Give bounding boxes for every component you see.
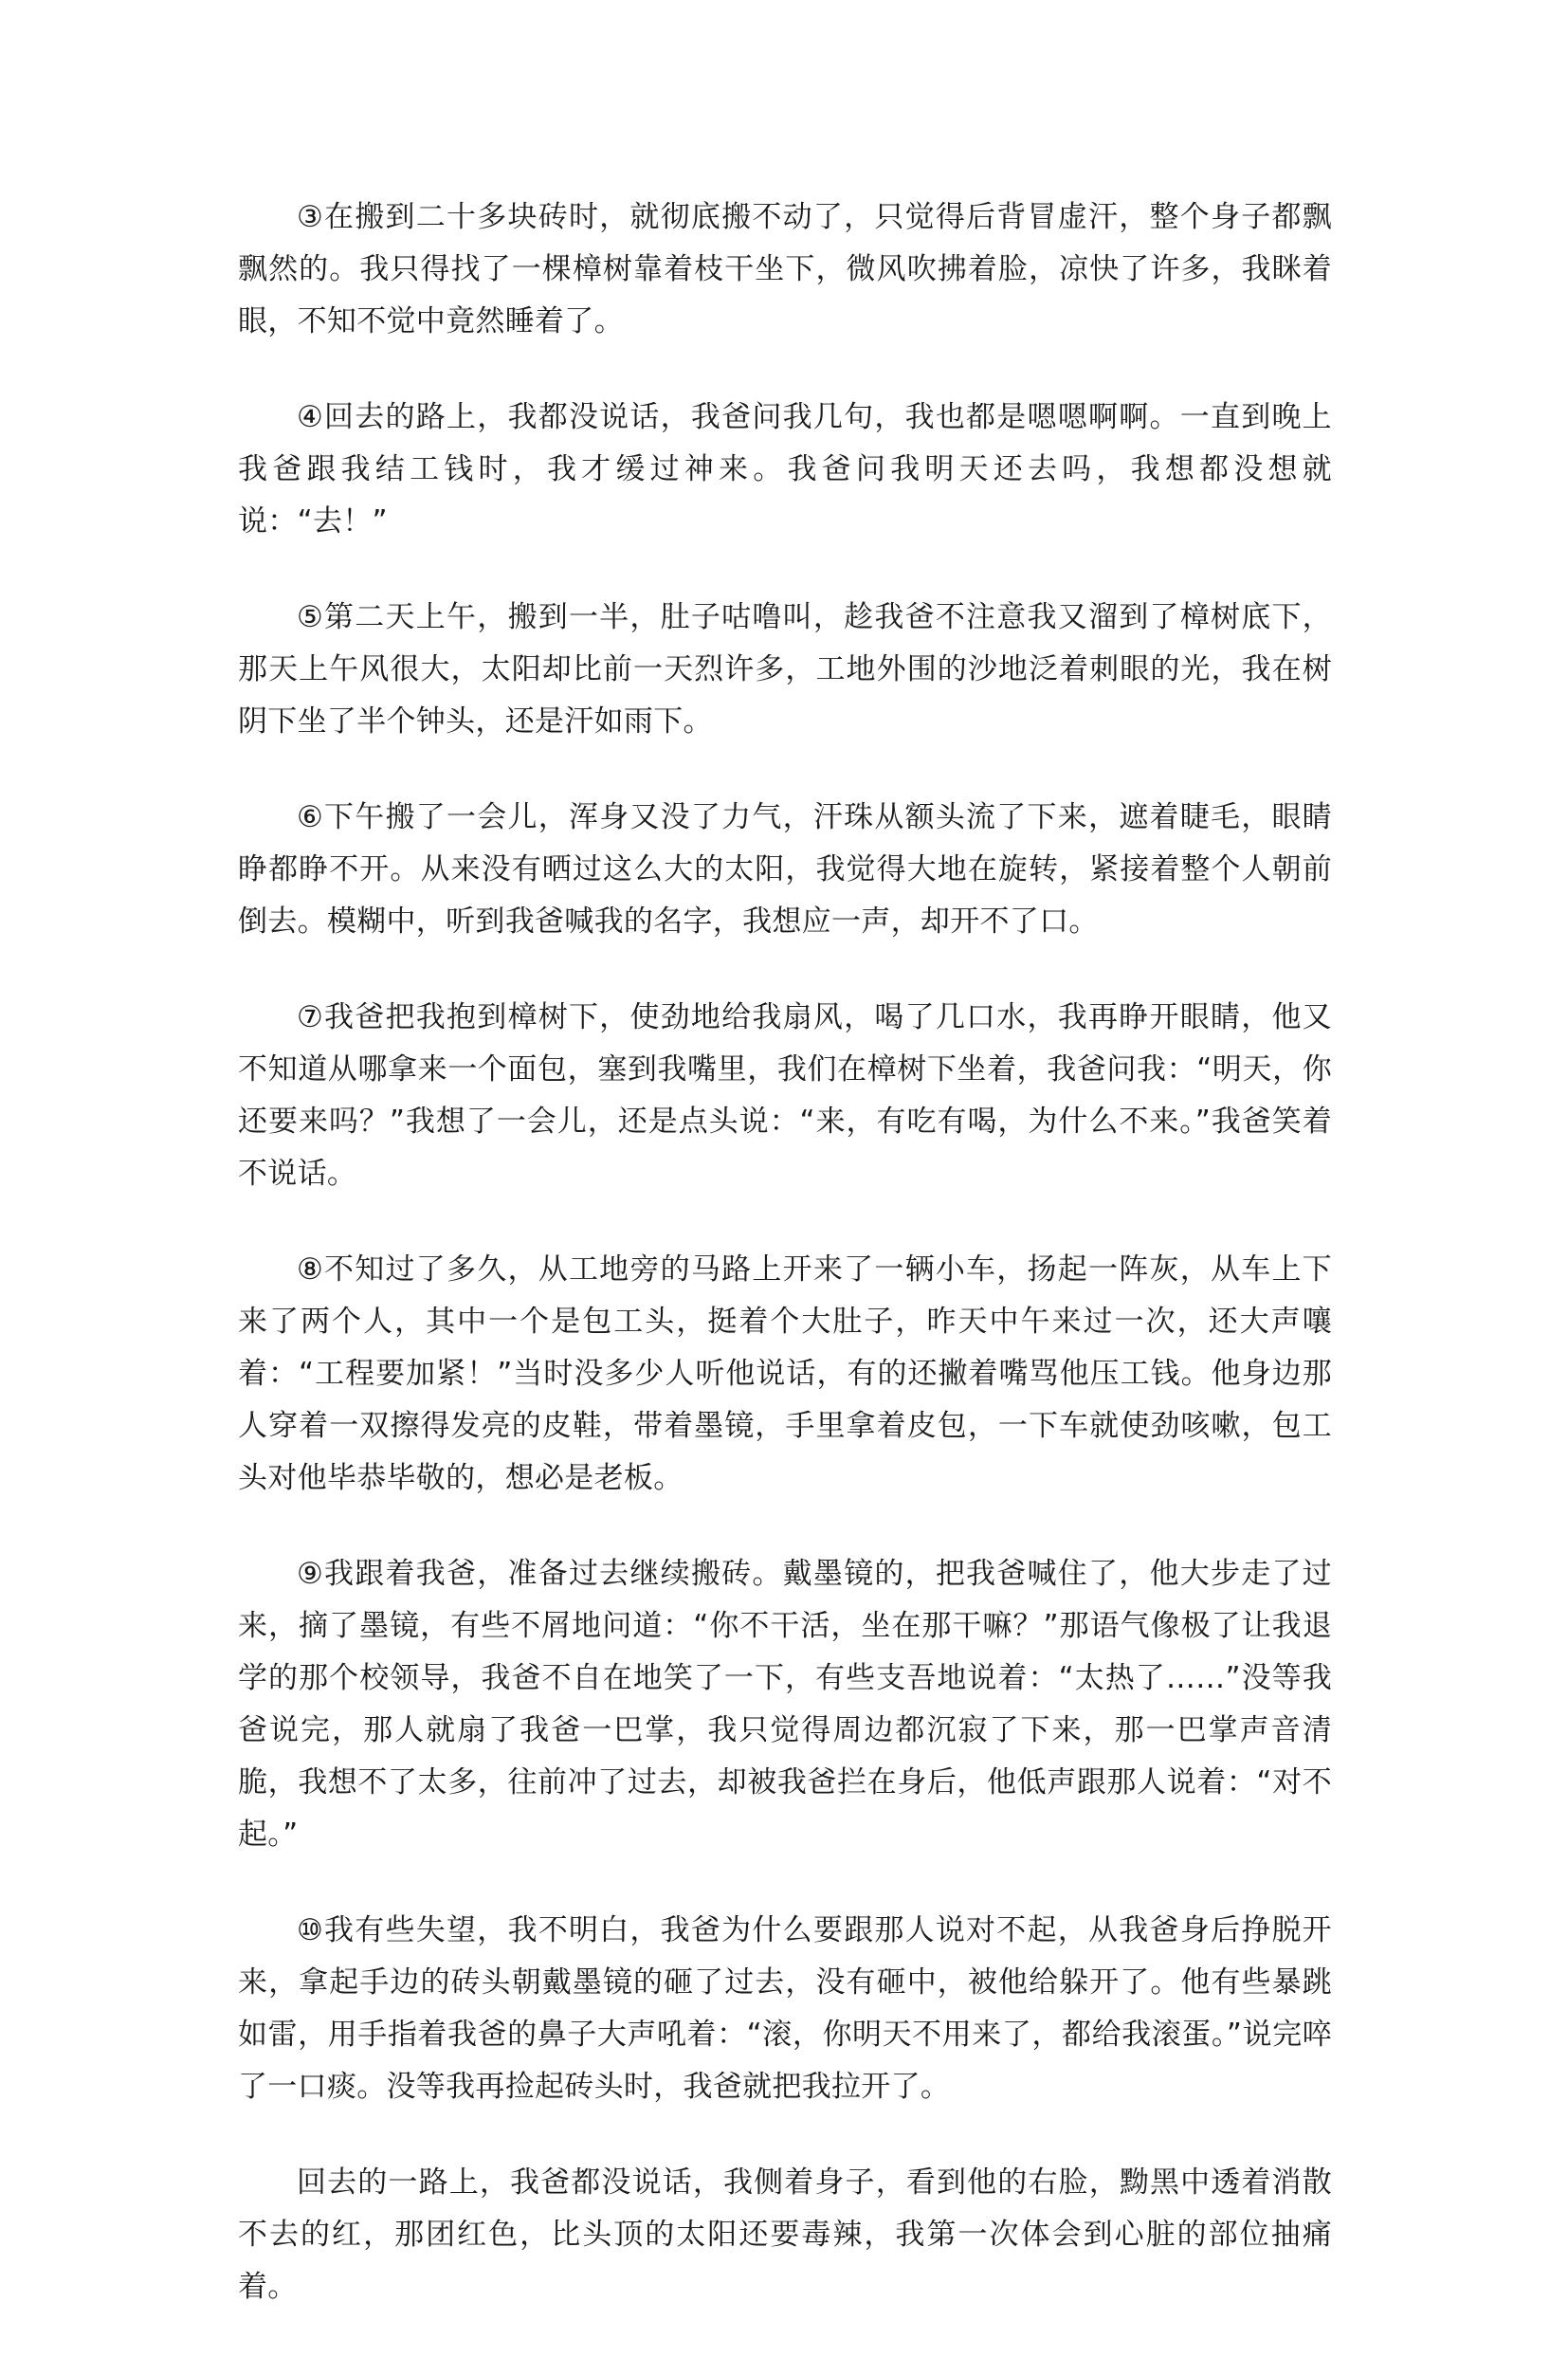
paragraph-8: ⑧不知过了多久，从工地旁的马路上开来了一辆小车，扬起一阵灰，从车上下来了两个人，其中一个是包工头，挺着个大肚子，昨天中午来过一次，还大声嚷着：“工程要加紧！”当时没多少人听他说话，有的还撇着嘴骂他压工钱。他身边那人穿着一双擦得发亮的皮鞋，带着墨镜，手里拿着皮包，一下车就使劲咳嗽，包工头对他毕恭毕敬的，想必是老板。 [238,1252,1332,1495]
paragraph-closing: 回去的一路上，我爸都没说话，我侧着身子，看到他的右脸，黝黑中透着消散不去的红，那团红色，比头顶的太阳还要毒辣，我第一次体会到心脏的部位抽痛着。 [238,2165,1332,2304]
paragraph-5: ⑤第二天上午，搬到一半，肚子咕噜叫，趁我爸不注意我又溜到了樟树底下，那天上午风很大，太阳却比前一天烈许多，工地外围的沙地泛着刺眼的光，我在树阴下坐了半个钟头，还是汗如雨下。 [238,600,1332,739]
paragraph-3: ③在搬到二十多块砖时，就彻底搬不动了，只觉得后背冒虚汗，整个身子都飘飘然的。我只得找了一棵樟树靠着枝干坐下，微风吹拂着脸，凉快了许多，我眯着眼，不知不觉中竟然睡着了。 [238,200,1332,338]
paragraph-4: ④回去的路上，我都没说话，我爸问我几句，我也都是嗯嗯啊啊。一直到晚上我爸跟我结工钱时，我才缓过神来。我爸问我明天还去吗，我想都没想就说：“去！” [238,400,1332,539]
paragraph-6: ⑥下午搬了一会儿，浑身又没了力气，汗珠从额头流了下来，遮着睫毛，眼睛睁都睁不开。从来没有晒过这么大的太阳，我觉得大地在旋转，紧接着整个人朝前倒去。模糊中，听到我爸喊我的名字，我想应一声，却开不了口。 [238,800,1332,939]
paragraph-9: ⑨我跟着我爸，准备过去继续搬砖。戴墨镜的，把我爸喊住了，他大步走了过来，摘了墨镜，有些不屑地问道：“你不干活，坐在那干嘛？”那语气像极了让我退学的那个校领导，我爸不自在地笑了一下，有些支吾地说着：“太热了……”没等我爸说完，那人就扇了我爸一巴掌，我只觉得周边都沉寂了下来，那一巴掌声音清脆，我想不了太多，往前冲了过去，却被我爸拦在身后，他低声跟那人说着：“对不起。” [238,1557,1332,1852]
document-body [238,192,1332,2357]
paragraph-7: ⑦我爸把我抱到樟树下，使劲地给我扇风，喝了几口水，我再睁开眼睛，他又不知道从哪拿来一个面包，塞到我嘴里，我们在樟树下坐着，我爸问我：“明天，你还要来吗？”我想了一会儿，还是点头说：“来，有吃有喝，为什么不来。”我爸笑着不说话。 [238,1000,1332,1191]
paragraph-10: ⑩我有些失望，我不明白，我爸为什么要跟那人说对不起，从我爸身后挣脱开来，拿起手边的砖头朝戴墨镜的砸了过去，没有砸中，被他给躲开了。他有些暴跳如雷，用手指着我爸的鼻子大声吼着：“滚，你明天不用来了，都给我滚蛋。”说完啐了一口痰。没等我再捡起砖头时，我爸就把我拉开了。 [238,1913,1332,2104]
